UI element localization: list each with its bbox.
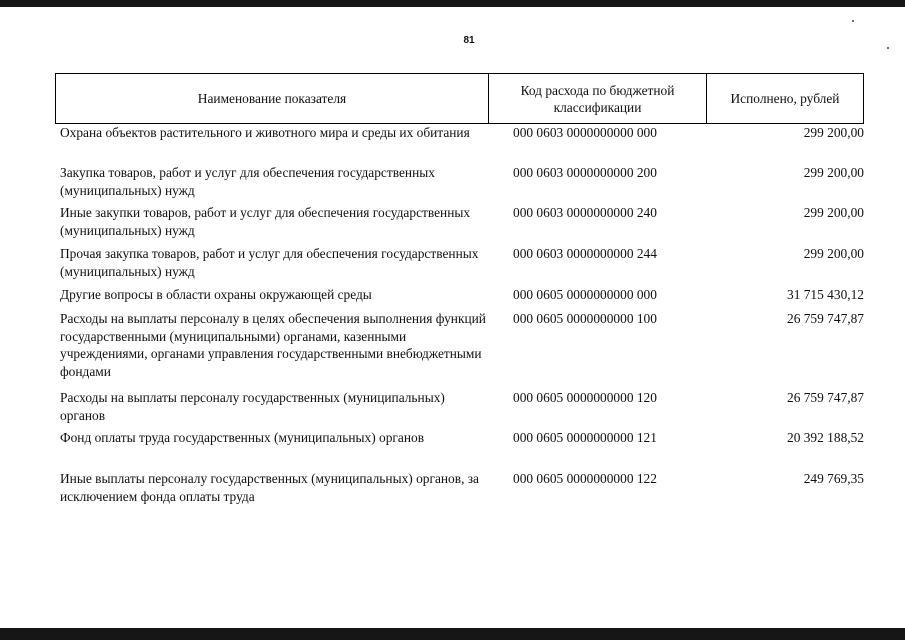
row-name: Расходы на выплаты персоналу государственных (муниципальных) органов [60,390,445,423]
row-executed: 20 392 188,52 [787,430,864,445]
header-code [488,74,706,123]
row-executed: 299 200,00 [803,125,864,140]
header-name: Наименование показателя [197,91,347,106]
scan-border-bottom [0,628,905,640]
row-code: 000 0605 0000000000 000 [513,287,657,302]
row-executed: 31 715 430,12 [787,287,864,302]
table-row [60,470,864,510]
table-row [60,204,864,245]
row-executed: 26 759 747,87 [787,390,864,405]
table-row [60,164,864,204]
row-executed: 299 200,00 [803,205,864,220]
table-row [60,124,864,164]
row-name: Другие вопросы в области охраны окружающей среды [60,287,372,302]
table-body [60,124,864,510]
row-code: 000 0603 0000000000 244 [513,246,657,261]
header-code-label: Код расхода по бюджетной классификации [520,82,675,115]
row-executed: 26 759 747,87 [787,311,864,326]
table-row [60,286,864,310]
row-code: 000 0605 0000000000 100 [513,311,657,326]
row-name: Закупка товаров, работ и услуг для обеспечения государственных (муниципальных) нужд [60,165,435,198]
row-code: 000 0603 0000000000 000 [513,125,657,140]
row-name: Охрана объектов растительного и животного мира и среды их обитания [60,125,470,140]
row-code: 000 0605 0000000000 121 [513,430,657,445]
table-row [60,429,864,470]
row-executed: 299 200,00 [803,165,864,180]
scan-border-top [0,0,905,7]
table-row [60,310,864,389]
row-code: 000 0603 0000000000 240 [513,205,657,220]
row-name: Иные выплаты персоналу государственных (муниципальных) органов, за исключением фонда оплаты труда [60,471,480,504]
scan-speck [887,47,889,49]
row-name: Фонд оплаты труда государственных (муниципальных) органов [60,430,425,445]
header-executed: Исполнено, рублей [706,74,863,123]
table-row [60,389,864,429]
table-header [55,73,864,124]
row-code: 000 0605 0000000000 122 [513,471,657,486]
row-executed: 299 200,00 [803,246,864,261]
table-row [60,245,864,286]
row-name: Расходы на выплаты персоналу в целях обеспечения выполнения функций государственными (муниципальными) органами, казенными учреждениями, органами управления государственными внебюджетными фондами [60,311,486,379]
row-code: 000 0603 0000000000 200 [513,165,657,180]
row-name: Прочая закупка товаров, работ и услуг для обеспечения государственных (муниципальных) нужд [60,246,479,279]
page-number: 81 [463,35,475,46]
row-code: 000 0605 0000000000 120 [513,390,657,405]
scan-speck [852,20,854,22]
row-executed: 249 769,35 [803,471,864,486]
row-name: Иные закупки товаров, работ и услуг для обеспечения государственных (муниципальных) нужд [60,205,471,238]
